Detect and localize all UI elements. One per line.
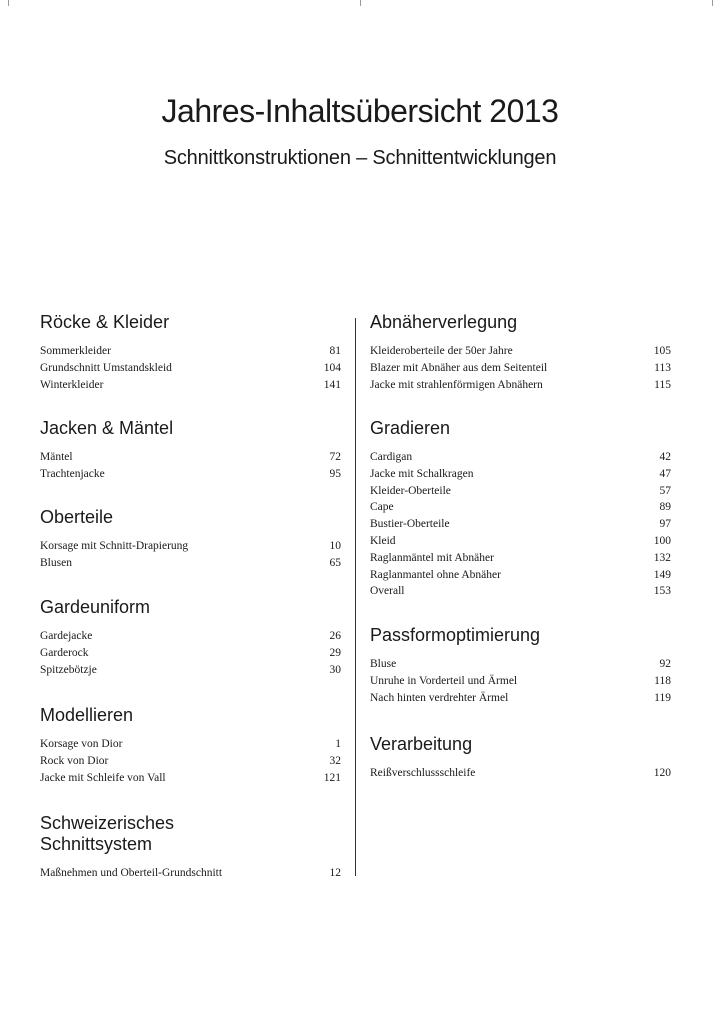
toc-entry <box>40 645 341 662</box>
crop-mark-center <box>360 0 361 6</box>
toc-entry-label: Cardigan <box>370 451 413 463</box>
toc-entry-page: 118 <box>654 674 671 687</box>
toc-entry-page: 29 <box>329 646 341 659</box>
toc-entry <box>40 628 341 645</box>
toc-entry-label: Bluse <box>370 658 397 670</box>
toc-section <box>370 418 671 600</box>
toc-entry-page: 113 <box>654 361 671 374</box>
toc-entry-label: Winterkleider <box>40 378 104 391</box>
toc-entry <box>370 656 671 673</box>
toc-entry-page: 57 <box>659 484 671 497</box>
column-divider <box>355 318 356 876</box>
section-heading: Oberteile <box>40 507 114 527</box>
toc-entry-label: Jacke mit strahlenförmigen Abnähern <box>370 378 543 391</box>
toc-entry <box>40 662 341 679</box>
toc-entry-label: Raglanmantel ohne Abnäher <box>370 568 501 581</box>
toc-entry <box>370 673 671 690</box>
toc-entry <box>370 499 671 516</box>
toc-entry-page: 1 <box>335 738 341 750</box>
section-heading: Jacken & Mäntel <box>40 418 174 438</box>
toc-entry-label: Rock von Dior <box>40 754 109 767</box>
toc-entry-page: 26 <box>329 630 341 642</box>
toc-entry <box>40 770 341 787</box>
toc-entry-page: 105 <box>653 345 671 357</box>
toc-entry <box>370 583 671 600</box>
toc-entry <box>40 736 341 753</box>
toc-entry <box>40 343 341 360</box>
toc-section <box>40 507 341 572</box>
toc-entry-label: Cape <box>370 501 394 514</box>
section-heading: Modellieren <box>40 705 134 725</box>
toc-entry-label: Jacke mit Schalkragen <box>370 467 474 480</box>
toc-entry-page: 30 <box>329 663 341 676</box>
toc-entry-label: Trachtenjacke <box>40 467 105 480</box>
toc-entry-page: 115 <box>654 378 671 391</box>
toc-entry-page: 42 <box>659 451 671 463</box>
section-heading: Passformoptimierung <box>370 625 541 645</box>
toc-entry <box>40 466 341 483</box>
toc-entry-page: 149 <box>653 568 671 581</box>
toc-entry <box>40 865 341 882</box>
crop-mark-left <box>8 0 9 6</box>
toc-entry-page: 132 <box>653 551 671 564</box>
toc-entry <box>40 449 341 466</box>
toc-entry-page: 47 <box>659 467 671 480</box>
toc-section <box>370 625 671 706</box>
toc-entry-label: Overall <box>370 585 405 598</box>
toc-entry-page: 12 <box>329 867 341 879</box>
toc-entry <box>370 360 671 377</box>
toc-entry-page: 10 <box>329 540 341 552</box>
section-heading: Abnäherverlegung <box>370 312 518 332</box>
toc-entry <box>370 690 671 707</box>
toc-entry-page: 121 <box>323 771 341 784</box>
toc-section <box>40 418 341 483</box>
toc-section <box>40 312 341 393</box>
toc-entry <box>370 765 671 782</box>
toc-section <box>370 312 671 393</box>
toc-entry-label: Grundschnitt Umstandskleid <box>40 361 172 374</box>
toc-entry-label: Bustier-Oberteile <box>370 518 450 531</box>
toc-entry <box>40 360 341 377</box>
toc-entry-label: Kleid <box>370 534 396 547</box>
toc-entry-page: 95 <box>329 467 341 480</box>
toc-entry-label: Maßnehmen und Oberteil-Grundschnitt <box>40 867 223 879</box>
toc-entry <box>370 343 671 360</box>
page-subtitle: Schnittkonstruktionen – Schnittentwicklungen <box>163 147 557 169</box>
toc-entry-label: Korsage mit Schnitt-Drapierung <box>40 540 189 552</box>
toc-entry-page: 120 <box>653 767 671 779</box>
toc-entry-page: 92 <box>659 658 671 670</box>
toc-entry <box>370 567 671 584</box>
toc-entry-label: Garderock <box>40 646 89 659</box>
toc-section <box>40 597 341 678</box>
toc-entry-label: Sommerkleider <box>40 345 111 357</box>
toc-entry <box>40 538 341 555</box>
toc-entry <box>40 377 341 394</box>
toc-entry-label: Blazer mit Abnäher aus dem Seitenteil <box>370 361 548 374</box>
toc-entry <box>370 483 671 500</box>
toc-entry <box>370 533 671 550</box>
section-heading: Gardeuniform <box>40 597 151 617</box>
toc-entry-label: Spitzebötzje <box>40 663 97 676</box>
section-heading: Schweizerisches Schnittsystem <box>40 813 175 854</box>
toc-entry-label: Nach hinten verdrehter Ärmel <box>370 691 509 704</box>
toc-entry-page: 141 <box>323 378 341 391</box>
toc-entry-page: 119 <box>654 691 671 704</box>
toc-entry <box>370 516 671 533</box>
toc-entry-label: Kleideroberteile der 50er Jahre <box>370 345 513 357</box>
toc-section <box>370 734 671 782</box>
toc-entry-label: Raglanmäntel mit Abnäher <box>370 551 494 564</box>
toc-entry-label: Blusen <box>40 556 72 569</box>
section-heading: Verarbeitung <box>370 734 473 754</box>
toc-section <box>40 813 341 882</box>
toc-entry-page: 89 <box>659 501 671 514</box>
toc-entry-label: Mäntel <box>40 451 73 463</box>
toc-entry <box>370 449 671 466</box>
crop-mark-right <box>712 0 713 6</box>
toc-entry <box>40 555 341 572</box>
toc-entry <box>370 550 671 567</box>
toc-entry-page: 153 <box>653 585 671 598</box>
toc-entry-page: 100 <box>653 534 671 547</box>
toc-entry-page: 72 <box>329 451 341 463</box>
toc-section <box>40 705 341 786</box>
toc-entry-page: 32 <box>329 754 341 767</box>
toc-entry-label: Unruhe in Vorderteil und Ärmel <box>370 674 518 687</box>
toc-entry <box>40 753 341 770</box>
toc-entry-label: Jacke mit Schleife von Vall <box>40 771 166 784</box>
toc-entry <box>370 466 671 483</box>
toc-entry-page: 97 <box>659 518 671 531</box>
section-heading: Gradieren <box>370 418 451 438</box>
toc-entry-page: 104 <box>323 361 341 374</box>
toc-entry-label: Reißverschlussschleife <box>370 767 476 779</box>
toc-entry-label: Korsage von Dior <box>40 738 123 750</box>
toc-entry <box>370 377 671 394</box>
toc-entry-label: Gardejacke <box>40 630 93 642</box>
section-heading: Röcke & Kleider <box>40 312 170 332</box>
toc-entry-label: Kleider-Oberteile <box>370 484 451 497</box>
toc-entry-page: 65 <box>329 556 341 569</box>
page-title: Jahres-Inhaltsübersicht 2013 <box>161 93 559 129</box>
toc-entry-page: 81 <box>329 345 341 357</box>
